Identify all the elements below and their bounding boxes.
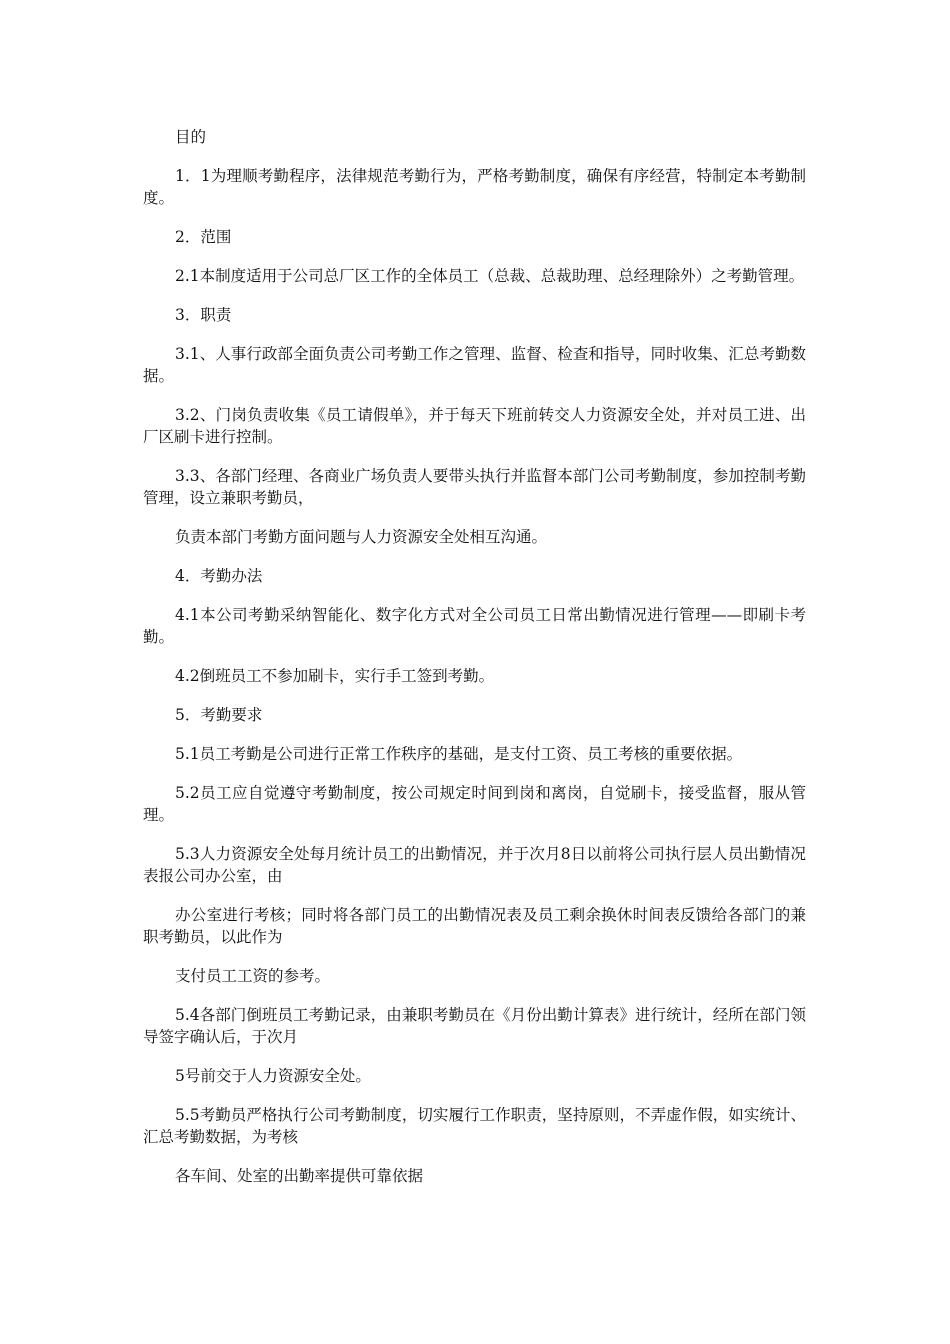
paragraph-5-3-end: 支付员工工资的参考。 <box>175 967 331 985</box>
paragraph-5-5-continued: 各车间、处室的出勤率提供可靠依据 <box>175 1167 424 1185</box>
document-body <box>143 126 806 1204</box>
paragraph-5-4-continued: 5号前交于人力资源安全处。 <box>175 1067 371 1085</box>
section-heading-requirements: 5．考勤要求 <box>175 706 263 724</box>
paragraph-5-4: 5.4各部门倒班员工考勤记录，由兼职考勤员在《月份出勤计算表》进行统计，经所在部门领导签字确认后，于次月 <box>143 1006 806 1046</box>
section-heading-purpose: 目的 <box>175 128 207 146</box>
paragraph-3-2: 3.2、门岗负责收集《员工请假单》，并于每天下班前转交人力资源安全处，并对员工进、出厂区刷卡进行控制。 <box>143 406 806 446</box>
paragraph-5-5: 5.5考勤员严格执行公司考勤制度，切实履行工作职责，坚持原则，不弄虚作假，如实统计、汇总考勤数据，为考核 <box>143 1106 806 1146</box>
paragraph-4-1: 4.1本公司考勤采纳智能化、数字化方式对全公司员工日常出勤情况进行管理——即刷卡考勤。 <box>143 606 806 646</box>
paragraph-2-1: 2.1本制度适用于公司总厂区工作的全体员工（总裁、总裁助理、总经理除外）之考勤管理。 <box>175 267 805 285</box>
paragraph-5-3: 5.3人力资源安全处每月统计员工的出勤情况，并于次月8日以前将公司执行层人员出勤情况表报公司办公室，由 <box>143 845 806 885</box>
paragraph-3-3-continued: 负责本部门考勤方面问题与人力资源安全处相互沟通。 <box>175 528 548 546</box>
section-heading-scope: 2．范围 <box>175 228 232 246</box>
paragraph-4-2: 4.2倒班员工不参加刷卡，实行手工签到考勤。 <box>175 667 495 685</box>
paragraph-5-1: 5.1员工考勤是公司进行正常工作秩序的基础，是支付工资、员工考核的重要依据。 <box>175 745 743 763</box>
paragraph-5-2: 5.2员工应自觉遵守考勤制度，按公司规定时间到岗和离岗，自觉刷卡，接受监督，服从管理。 <box>143 784 806 824</box>
paragraph-3-3: 3.3、各部门经理、各商业广场负责人要带头执行并监督本部门公司考勤制度，参加控制考勤管理，设立兼职考勤员， <box>143 467 806 507</box>
section-heading-responsibilities: 3．职责 <box>175 306 232 324</box>
section-heading-methods: 4．考勤办法 <box>175 567 263 585</box>
paragraph-5-3-continued: 办公室进行考核；同时将各部门员工的出勤情况表及员工剩余换休时间表反馈给各部门的兼职考勤员，以此作为 <box>143 906 806 946</box>
paragraph-3-1: 3.1、人事行政部全面负责公司考勤工作之管理、监督、检查和指导，同时收集、汇总考勤数据。 <box>143 345 806 385</box>
paragraph-1-1: 1．1为理顺考勤程序，法律规范考勤行为，严格考勤制度，确保有序经营，特制定本考勤制度。 <box>143 167 806 207</box>
